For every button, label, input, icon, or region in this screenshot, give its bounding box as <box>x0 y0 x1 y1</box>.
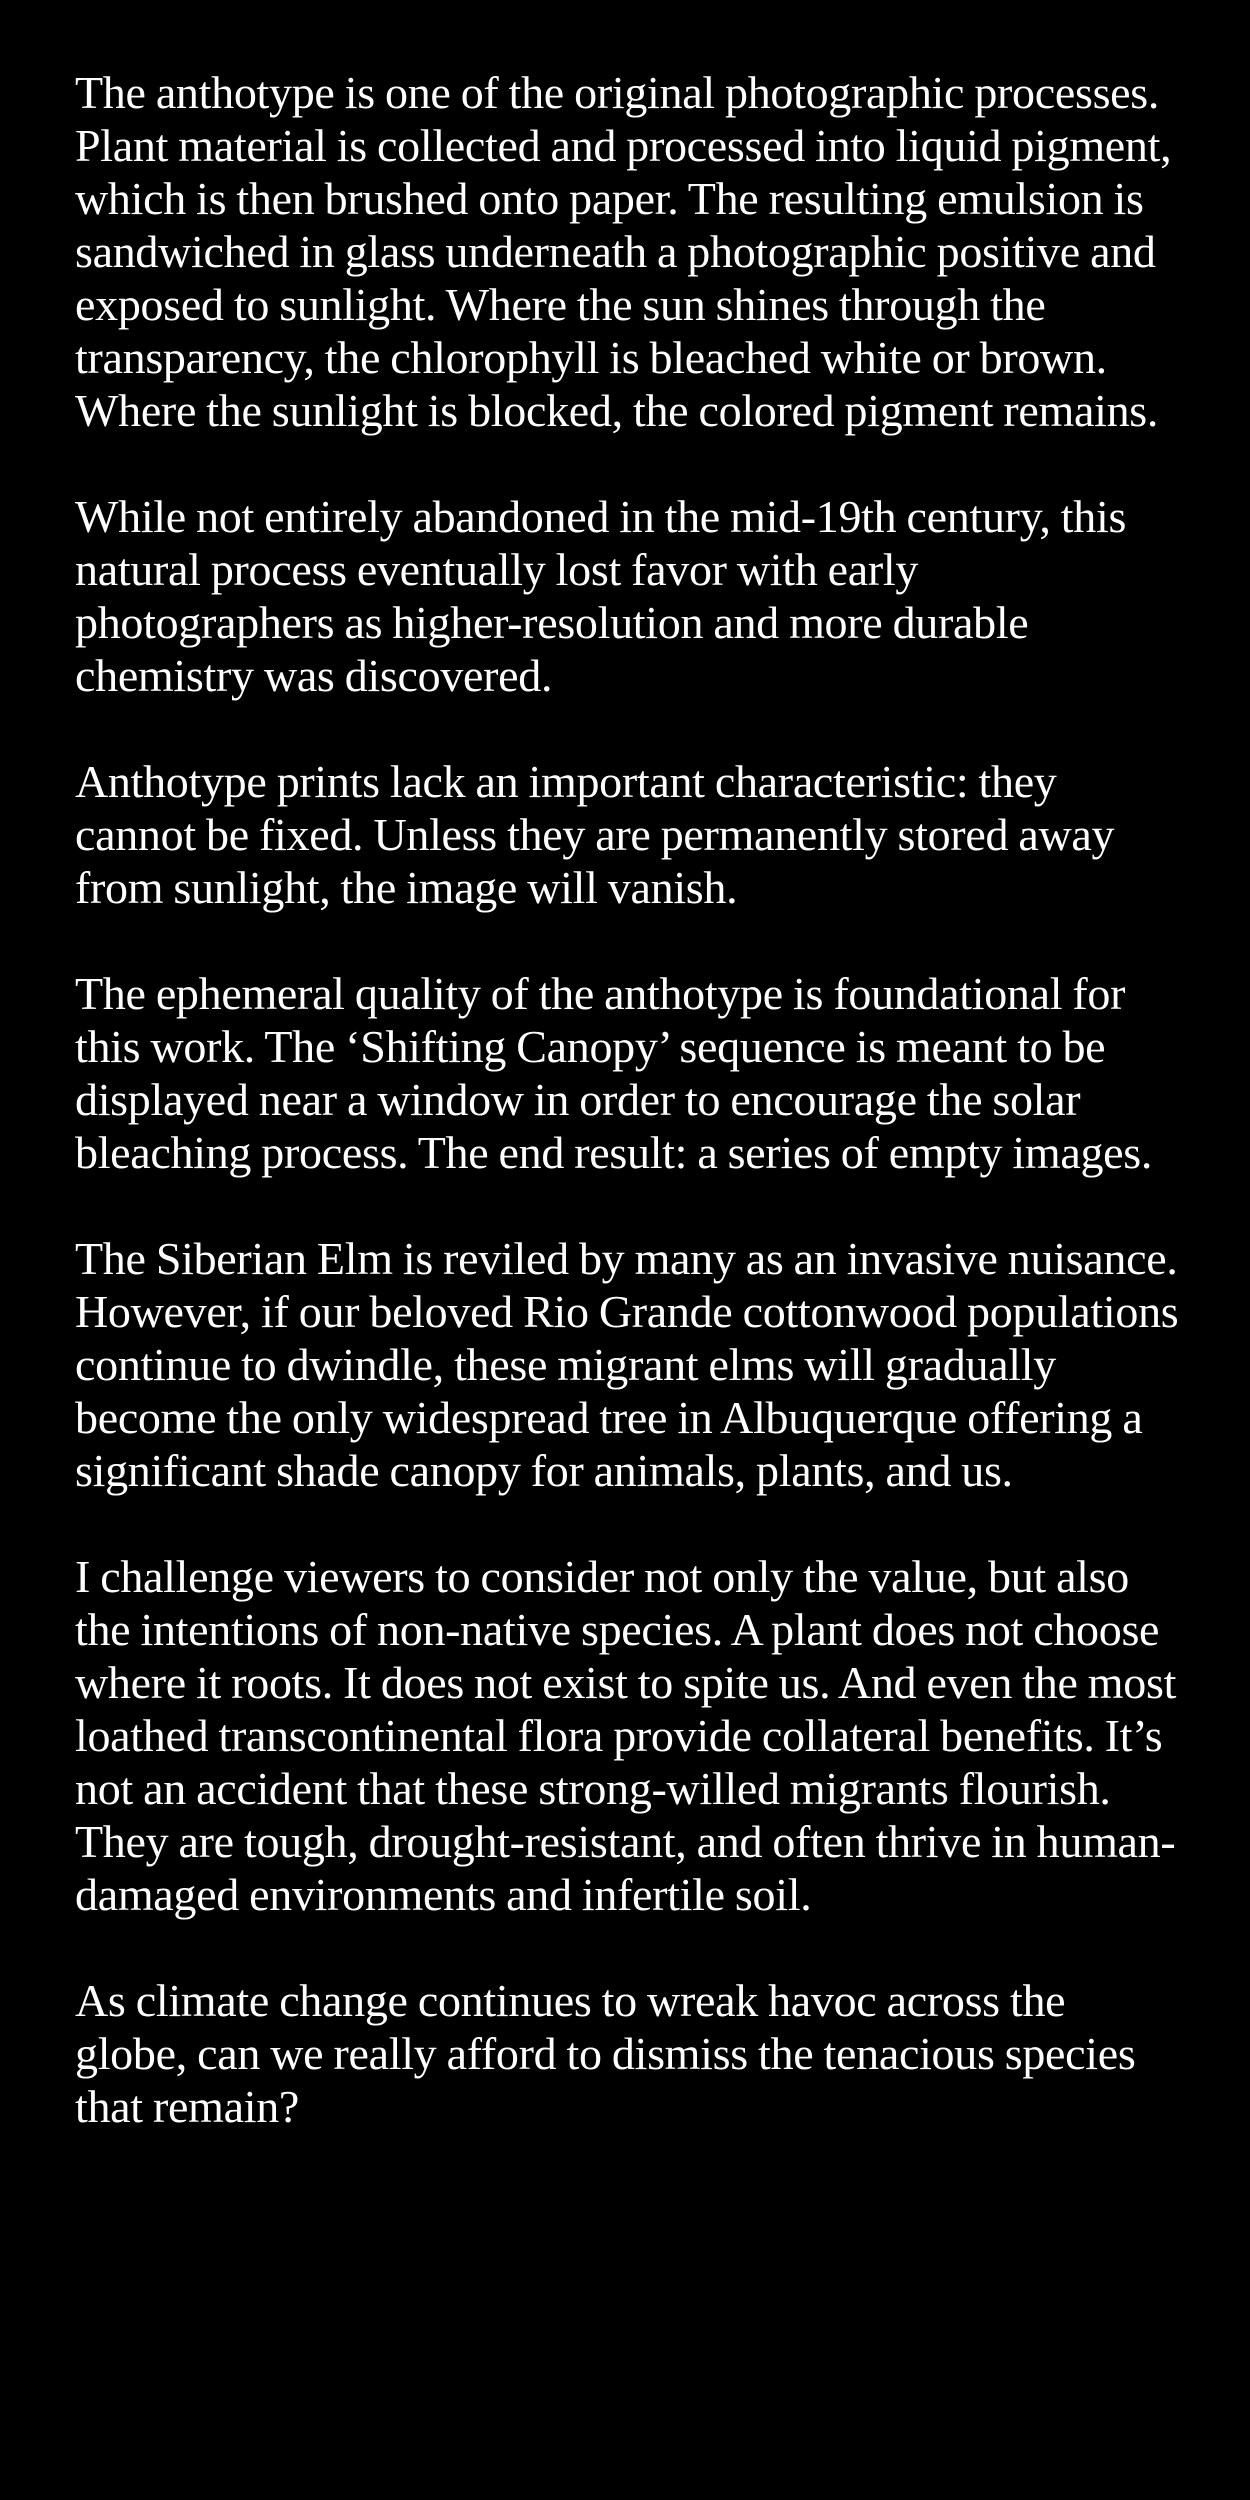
paragraph-ephemeral-quality: The ephemeral quality of the anthotype is foundational for this work. The ‘Shifting Canopy’ sequence is meant to be displayed near a window in order to encourage the solar bleaching process. The end result: a series of empty images. <box>75 968 1153 1178</box>
paragraph-siberian-elm: The Siberian Elm is reviled by many as an invasive nuisance. However, if our beloved Rio Grande cottonwood populations continue to dwindle, these migrant elms will gradually become the only widespread tree in Albuquerque offering a significant shade canopy for animals, plants, and us. <box>75 1233 1179 1496</box>
paragraph-history: While not entirely abandoned in the mid-19th century, this natural process eventually lost favor with early photographers as higher-resolution and more durable chemistry was discovered. <box>75 491 1127 701</box>
paragraph-cannot-be-fixed: Anthotype prints lack an important characteristic: they cannot be fixed. Unless they are permanently stored away from sunlight, the image will vanish. <box>75 756 1115 913</box>
essay-text <box>75 66 1185 2133</box>
paragraph-challenge-viewers: I challenge viewers to consider not only the value, but also the intentions of non-native species. A plant does not choose where it roots. It does not exist to spite us. And even the most loathed transcontinental flora provide collateral benefits. It’s not an accident that these strong-willed migrants flourish. They are tough, drought-resistant, and often thrive in human-damaged environments and infertile soil. <box>75 1551 1177 1920</box>
paragraph-anthotype-process: The anthotype is one of the original photographic processes. Plant material is collected and processed into liquid pigment, which is then brushed onto paper. The resulting emulsion is sandwiched in glass underneath a photographic positive and exposed to sunlight. Where the sun shines through the transparency, the chlorophyll is bleached white or brown. Where the sunlight is blocked, the colored pigment remains. <box>75 67 1172 436</box>
paragraph-climate-change: As climate change continues to wreak havoc across the globe, can we really afford to dismiss the tenacious species that remain? <box>75 1975 1136 2132</box>
